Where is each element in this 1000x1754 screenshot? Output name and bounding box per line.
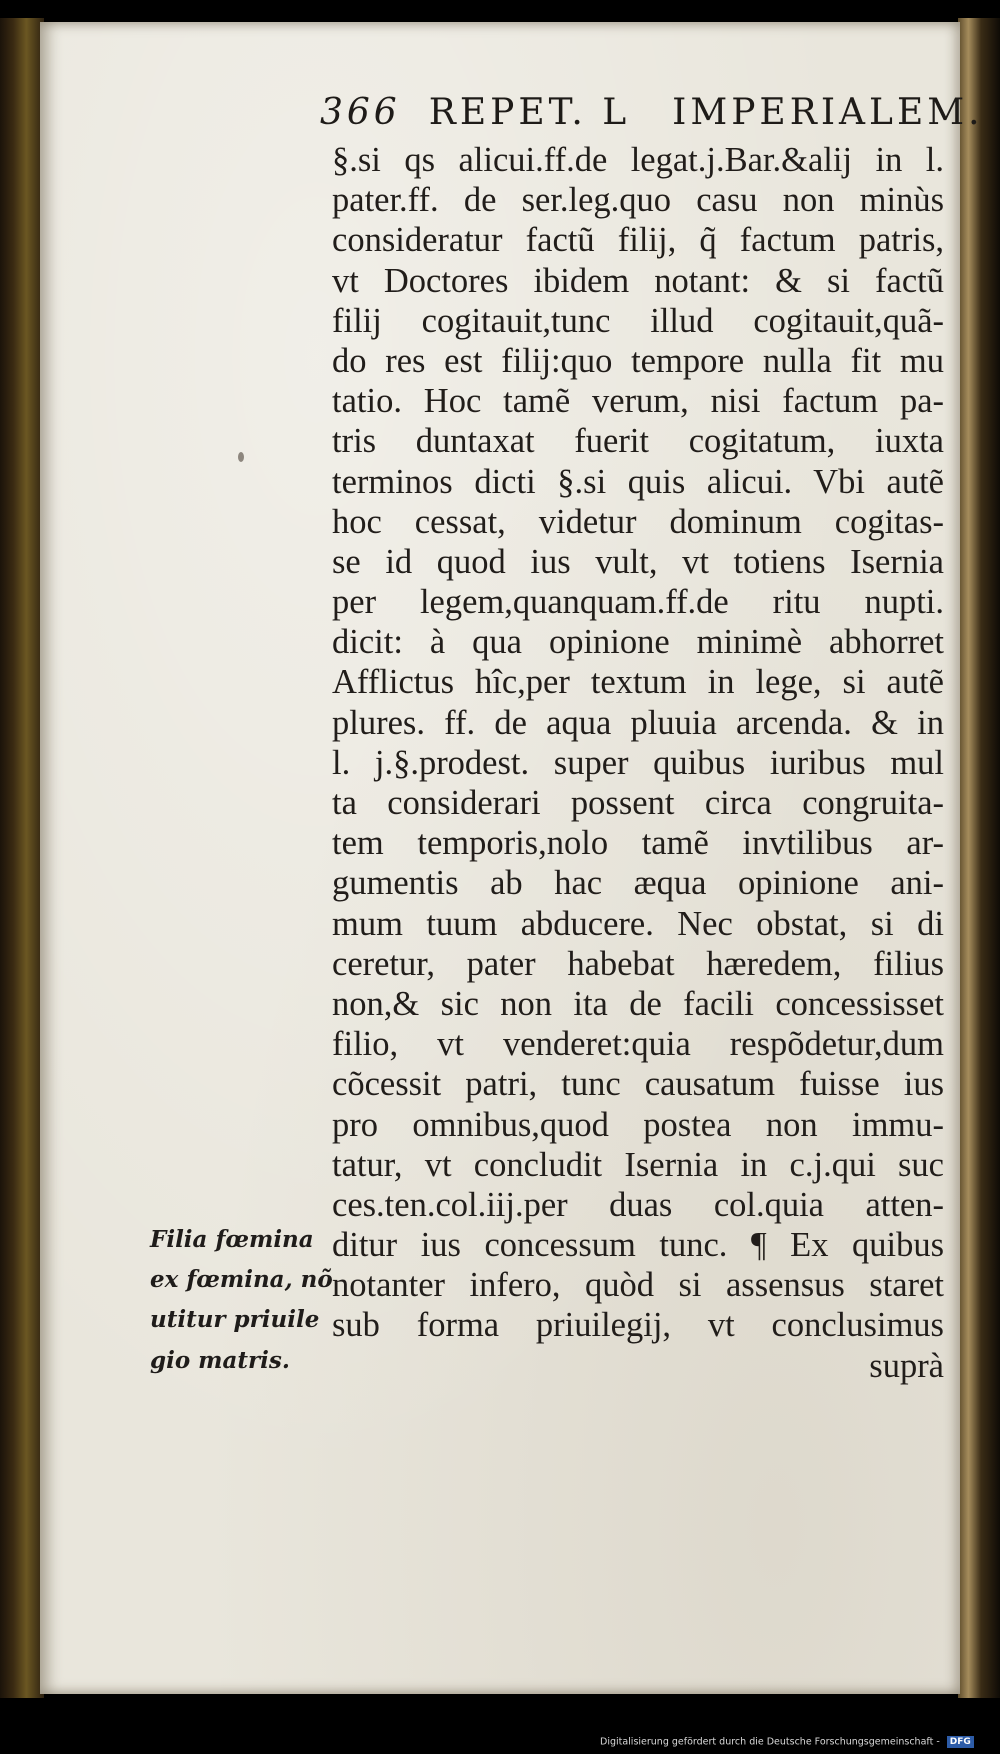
text-line: se id quod ius vult, vt totiens Isernia	[332, 542, 944, 581]
text-line: per legem,quanquam.ff.de ritu nupti.	[332, 583, 944, 622]
book-binding-right	[958, 18, 1000, 1698]
ink-speck	[238, 452, 244, 462]
text-line: §.si qs alicui.ff.de legat.j.Bar.&alij in l.	[332, 141, 944, 179]
text-line: Afflictus hîc,per textum in lege, si autẽ	[332, 663, 944, 702]
catchword: suprà	[869, 1346, 944, 1385]
text-line: pro omnibus,quod postea non immu-	[332, 1105, 944, 1144]
text-line: consideratur factũ filij, q̃ factum patris,	[332, 221, 944, 260]
digitization-credit	[600, 1736, 974, 1748]
text-line: filio, vt venderet:quia respõdetur,dum	[332, 1025, 944, 1064]
text-line: non,& sic non ita de facili concessisset	[332, 984, 944, 1023]
body-text	[332, 140, 944, 1386]
running-head	[320, 92, 984, 133]
text-line: cõcessit patri, tunc causatum fuisse ius	[332, 1065, 944, 1104]
text-line: sub forma priuilegij, vt conclusimus	[332, 1306, 944, 1345]
running-head-title-2: IMPERIALEM.	[672, 92, 984, 133]
marginal-note-line: ex fœmina, nõ	[150, 1266, 333, 1294]
text-line: tatio. Hoc tamẽ verum, nisi factum pa-	[332, 382, 944, 421]
text-line: l. j.§.prodest. super quibus iuribus mul	[332, 743, 944, 782]
page-number: 366	[320, 92, 401, 133]
marginal-note	[150, 1220, 333, 1381]
text-line: hoc cessat, videtur dominum cogitas-	[332, 502, 944, 541]
text-line: dicit: à qua opinione minimè abhorret	[332, 623, 944, 662]
text-line: plures. ff. de aqua pluuia arcenda. & in	[332, 703, 944, 742]
text-line: tatur, vt concludit Isernia in c.j.qui suc	[332, 1145, 944, 1184]
marginal-note-line: utitur priuile	[150, 1306, 320, 1334]
text-line: filij cogitauit,tunc illud cogitauit,quã-	[332, 301, 944, 340]
text-line: vt Doctores ibidem notant: & si factũ	[332, 261, 944, 300]
text-line: pater.ff. de ser.leg.quo casu non minùs	[332, 181, 944, 220]
running-head-title: REPET. L	[428, 92, 631, 133]
text-line: tem temporis,nolo tamẽ invtilibus ar-	[332, 824, 944, 863]
marginal-note-line: Filia fœmina	[150, 1226, 314, 1253]
text-line: do res est filij:quo tempore nulla fit mu	[332, 341, 944, 380]
text-line: mum tuum abducere. Nec obstat, si di	[332, 904, 944, 943]
marginal-note-line: gio matris.	[150, 1346, 290, 1374]
credit-text: Digitalisierung gefördert durch die Deutsche Forschungsgemeinschaft -	[600, 1736, 940, 1748]
text-line: terminos dicti §.si quis alicui. Vbi autẽ	[332, 462, 944, 501]
text-line: ceretur, pater habebat hæredem, filius	[332, 944, 944, 983]
dfg-logo: DFG	[947, 1736, 974, 1748]
text-line: ta considerari possent circa congruita-	[332, 784, 944, 822]
book-binding-left	[0, 18, 44, 1698]
text-line: ditur ius concessum tunc. ¶ Ex quibus	[332, 1226, 944, 1265]
text-line: gumentis ab hac æqua opinione ani-	[332, 864, 944, 903]
text-line: ces.ten.col.iij.per duas col.quia atten-	[332, 1185, 944, 1224]
text-line: notanter infero, quòd si assensus staret	[332, 1266, 944, 1305]
text-line: tris duntaxat fuerit cogitatum, iuxta	[332, 422, 944, 461]
